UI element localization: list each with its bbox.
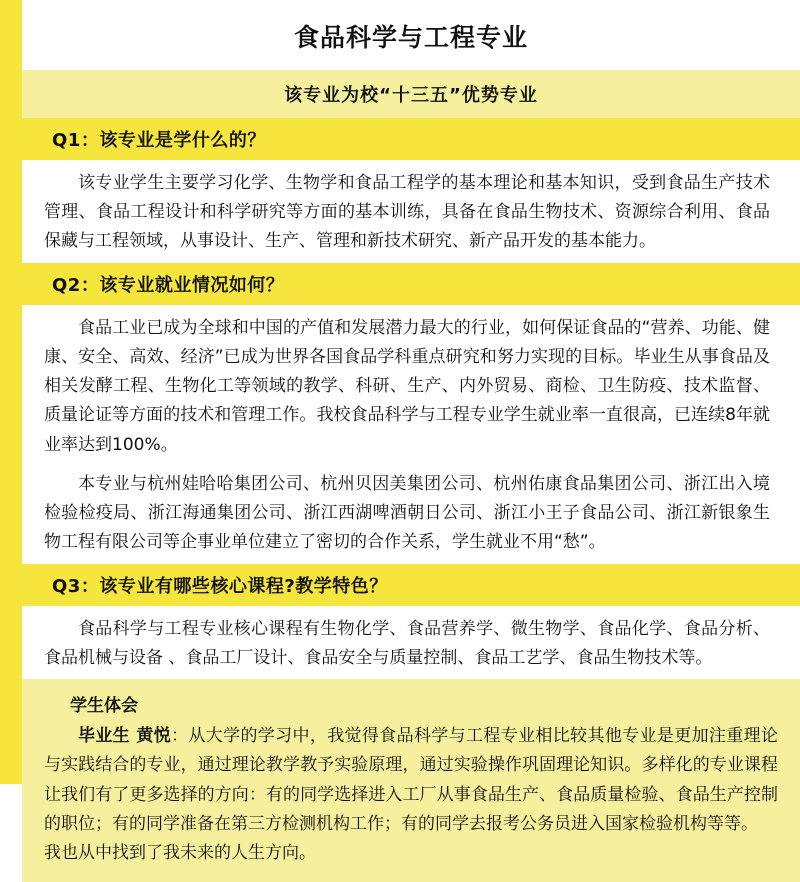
student-testimonial-closing: 我也从中找到了我未来的人生方向。 — [44, 842, 316, 863]
answer-paragraph-1-1: 该专业学生主要学习化学、生物学和食品工程学的基本理论和基本知识，受到食品生产技术管理、食品工程设计和科学研究等方面的基本训练，具备在食品生物技术、资源综合利用、食品保藏与工程领域，从事设计、生产、管理和新技术研究、新产品开发的基本能力。 — [44, 173, 770, 252]
question-heading-1: Q1：该专业是学什么的？ — [22, 118, 800, 160]
answer-paragraph-2-1: 食品工业已成为全球和中国的产值和发展潜力最大的行业，如何保证食品的“营养、功能、健康、安全、高效、经济”已成为世界各国食品学科重点研究和努力实现的目标。毕业生从事食品及相关发酵工程、生物化工等领域的教学、科研、生产、内外贸易、商检、卫生防疫、技术监督、质量论证等方面的技术和管理工作。我校食品科学与工程专业学生就业率一直很高，已连续8年就业率达到100%。 — [44, 317, 770, 455]
document-content — [22, 0, 800, 863]
student-author: 毕业生 黄悦 — [78, 726, 172, 747]
student-body: ：从大学的学习中，我觉得食品科学与工程专业相比较其他专业是更加注重理论与实践结合的专业，通过理论教学教予实验原理，通过实验操作巩固理论知识。多样化的专业课程让我们有了更多选择的方向：有的同学选择进入工厂从事食品生产、食品质量检验、食品生产控制的职位；有的同学准备在第三方检测机构工作；有的同学去报考公务员进入国家检验机构等等。 — [44, 726, 778, 834]
student-testimonial-text — [44, 722, 778, 839]
student-testimonial-block — [22, 679, 800, 882]
student-testimonial-heading: 学生体会 — [70, 696, 138, 717]
answer-paragraph-2-2: 本专业与杭州娃哈哈集团公司、杭州贝因美集团公司、杭州佑康食品集团公司、浙江出入境检验检疫局、浙江海通集团公司、浙江西湖啤酒朝日公司、浙江小王子食品公司、浙江新银象生物工程有限公司等企事业单位建立了密切的合作关系，学生就业不用“愁”。 — [44, 473, 770, 553]
answer-paragraph-3-1: 食品科学与工程专业核心课程有生物化学、食品营养学、微生物学、食品化学、食品分析、食品机械与设备 、食品工厂设计、食品安全与质量控制、食品工艺学、食品生物技术等。 — [44, 618, 770, 668]
question-heading-2: Q2：该专业就业情况如何？ — [22, 263, 800, 305]
page-title: 食品科学与工程专业 — [293, 23, 528, 52]
left-accent-stripe — [0, 0, 22, 784]
question-heading-3: Q3：该专业有哪些核心课程?教学特色？ — [22, 564, 800, 606]
subtitle-banner: 该专业为校“十三五”优势专业 — [22, 70, 800, 118]
